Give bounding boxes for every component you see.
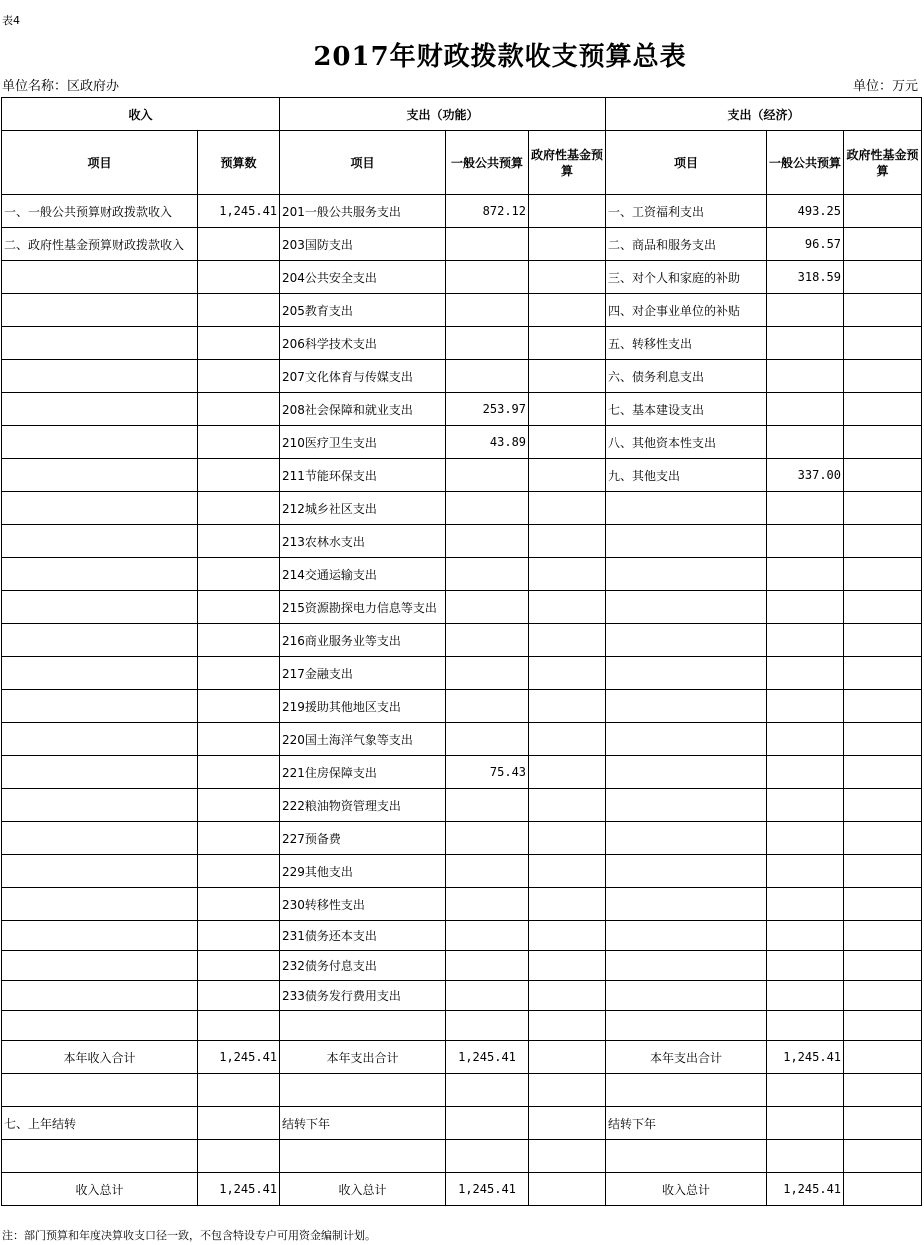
econ-general-cell: 493.25 [767,195,844,228]
income-amount-cell [198,327,280,360]
func-general-cell [446,657,529,690]
econ-general-cell [767,690,844,723]
table-row [2,492,922,525]
func-item-cell: 229其他支出 [280,855,446,888]
func-general-cell [446,789,529,822]
func-item-cell: 204公共安全支出 [280,261,446,294]
econ-item-cell [606,888,767,921]
econ-fund-cell [844,657,922,690]
carry-func-label: 结转下年 [280,1107,446,1140]
func-fund-cell [529,657,606,690]
econ-item-cell [606,822,767,855]
econ-item-cell [606,558,767,591]
econ-fund-cell [844,426,922,459]
table-row [2,393,922,426]
total-func-general: 1,245.41 [446,1041,529,1074]
grand-econ-general: 1,245.41 [767,1173,844,1206]
func-fund-cell [529,558,606,591]
econ-item-cell [606,981,767,1011]
header-row-columns [2,131,922,195]
func-item-cell: 203国防支出 [280,228,446,261]
func-general-cell: 75.43 [446,756,529,789]
func-fund-cell [529,756,606,789]
footnote: 注：部门预算和年度决算收支口径一致，不包含特设专户可用资金编制计划。 [2,1229,376,1242]
total-func-label: 本年支出合计 [280,1041,446,1074]
func-general-cell [446,261,529,294]
econ-general-cell [767,888,844,921]
econ-fund-cell [844,294,922,327]
func-fund-cell [529,393,606,426]
econ-general-cell [767,360,844,393]
func-general-cell [446,492,529,525]
econ-fund-cell [844,459,922,492]
econ-general-cell [767,1011,844,1041]
table-row [2,195,922,228]
income-amount-cell [198,591,280,624]
table-row [2,822,922,855]
income-amount-cell [198,981,280,1011]
income-amount-cell [198,261,280,294]
func-general-cell: 43.89 [446,426,529,459]
table-row [2,459,922,492]
func-general-cell: 253.97 [446,393,529,426]
econ-general-cell [767,492,844,525]
table-row [2,261,922,294]
econ-fund-cell [844,951,922,981]
econ-item-cell [606,624,767,657]
econ-fund-cell [844,327,922,360]
income-amount-cell [198,228,280,261]
income-item-cell [2,822,198,855]
func-item-cell: 208社会保障和就业支出 [280,393,446,426]
table-row [2,1011,922,1041]
income-item-cell [2,624,198,657]
income-item-cell [2,756,198,789]
grand-total-row [2,1173,922,1206]
total-year-row [2,1041,922,1074]
econ-item-cell [606,492,767,525]
econ-general-cell [767,756,844,789]
col-func-item: 项目 [280,131,446,195]
func-item-cell: 216商业服务业等支出 [280,624,446,657]
func-general-cell [446,624,529,657]
econ-fund-cell [844,789,922,822]
func-general-cell [446,294,529,327]
income-item-cell [2,723,198,756]
func-item-cell: 230转移性支出 [280,888,446,921]
income-amount-cell [198,657,280,690]
income-item-cell [2,492,198,525]
econ-fund-cell [844,525,922,558]
econ-fund-cell [844,690,922,723]
table-row [2,723,922,756]
col-econ-item: 项目 [606,131,767,195]
econ-item-cell [606,657,767,690]
econ-general-cell [767,558,844,591]
econ-fund-cell [844,261,922,294]
func-fund-cell [529,624,606,657]
econ-fund-cell [844,228,922,261]
income-item-cell [2,426,198,459]
table-row [2,525,922,558]
func-fund-cell [529,1011,606,1041]
income-item-cell [2,393,198,426]
func-general-cell [446,591,529,624]
income-item-cell [2,951,198,981]
table-row [2,756,922,789]
econ-general-cell [767,657,844,690]
func-item-cell: 211节能环保支出 [280,459,446,492]
income-amount-cell [198,756,280,789]
func-fund-cell [529,195,606,228]
income-amount-cell [198,951,280,981]
econ-item-cell [606,921,767,951]
table-row [2,888,922,921]
table-row [2,657,922,690]
income-amount-cell [198,822,280,855]
col-econ-fund: 政府性基金预算 [844,131,922,195]
income-item-cell [2,459,198,492]
func-fund-cell [529,855,606,888]
econ-fund-cell [844,492,922,525]
income-amount-cell [198,393,280,426]
func-general-cell [446,822,529,855]
income-amount-cell [198,921,280,951]
econ-item-cell: 六、债务利息支出 [606,360,767,393]
econ-general-cell [767,789,844,822]
func-fund-cell [529,327,606,360]
func-item-cell: 221住房保障支出 [280,756,446,789]
func-item-cell: 220国土海洋气象等支出 [280,723,446,756]
econ-item-cell [606,591,767,624]
income-item-cell: 二、政府性基金预算财政拨款收入 [2,228,198,261]
func-fund-cell [529,951,606,981]
econ-fund-cell [844,888,922,921]
func-item-cell: 213农林水支出 [280,525,446,558]
table-row [2,591,922,624]
grand-income-amount: 1,245.41 [198,1173,280,1206]
func-item-cell: 219援助其他地区支出 [280,690,446,723]
econ-general-cell [767,426,844,459]
income-amount-cell [198,459,280,492]
econ-fund-cell [844,1011,922,1041]
table-row [2,690,922,723]
econ-general-cell [767,393,844,426]
table-row [2,426,922,459]
func-item-cell: 205教育支出 [280,294,446,327]
income-item-cell [2,360,198,393]
blank-row [2,1074,922,1107]
unit-name-label: 单位名称：区政府办 [2,79,120,94]
func-fund-cell [529,492,606,525]
income-item-cell [2,591,198,624]
income-amount-cell [198,294,280,327]
budget-table-footer [2,1041,922,1206]
func-fund-cell [529,789,606,822]
table-row [2,294,922,327]
func-general-cell [446,723,529,756]
total-income-label: 本年收入合计 [2,1041,198,1074]
func-item-cell: 207文化体育与传媒支出 [280,360,446,393]
income-amount-cell [198,1011,280,1041]
income-item-cell [2,690,198,723]
total-income-amount: 1,245.41 [198,1041,280,1074]
econ-general-cell [767,981,844,1011]
econ-fund-cell [844,822,922,855]
carry-econ-label: 结转下年 [606,1107,767,1140]
table-row [2,360,922,393]
econ-item-cell: 一、工资福利支出 [606,195,767,228]
econ-general-cell [767,951,844,981]
table-row [2,921,922,951]
econ-fund-cell [844,195,922,228]
income-amount-cell [198,789,280,822]
func-general-cell [446,360,529,393]
header-expense-function: 支出（功能） [280,98,606,131]
func-general-cell [446,888,529,921]
currency-unit-label: 单位：万元 [852,79,918,94]
func-general-cell [446,855,529,888]
econ-item-cell: 五、转移性支出 [606,327,767,360]
func-general-cell [446,327,529,360]
table-row [2,228,922,261]
func-fund-cell [529,591,606,624]
econ-general-cell [767,723,844,756]
econ-general-cell [767,525,844,558]
table-row [2,327,922,360]
func-item-cell: 217金融支出 [280,657,446,690]
income-amount-cell [198,624,280,657]
econ-item-cell: 七、基本建设支出 [606,393,767,426]
func-fund-cell [529,360,606,393]
table-row [2,789,922,822]
income-amount-cell [198,426,280,459]
econ-general-cell [767,294,844,327]
table-row [2,951,922,981]
econ-general-cell [767,624,844,657]
income-item-cell: 一、一般公共预算财政拨款收入 [2,195,198,228]
form-number: 表4 [2,14,20,27]
grand-func-fund [529,1173,606,1206]
func-item-cell: 206科学技术支出 [280,327,446,360]
func-general-cell [446,690,529,723]
econ-item-cell: 四、对企事业单位的补贴 [606,294,767,327]
func-item-cell: 210医疗卫生支出 [280,426,446,459]
func-fund-cell [529,888,606,921]
grand-econ-label: 收入总计 [606,1173,767,1206]
header-expense-economic: 支出（经济） [606,98,922,131]
func-item-cell: 201一般公共服务支出 [280,195,446,228]
econ-fund-cell [844,558,922,591]
econ-fund-cell [844,756,922,789]
income-amount-cell [198,888,280,921]
econ-item-cell [606,690,767,723]
func-item-cell: 231债务还本支出 [280,921,446,951]
table-row [2,855,922,888]
econ-fund-cell [844,624,922,657]
col-func-fund: 政府性基金预算 [529,131,606,195]
total-func-fund [529,1041,606,1074]
func-fund-cell [529,822,606,855]
econ-item-cell [606,855,767,888]
econ-general-cell [767,327,844,360]
econ-fund-cell [844,855,922,888]
func-fund-cell [529,525,606,558]
func-general-cell [446,951,529,981]
func-item-cell: 222粮油物资管理支出 [280,789,446,822]
func-item-cell: 215资源勘探电力信息等支出 [280,591,446,624]
func-item-cell [280,1011,446,1041]
page-title: 2017年财政拨款收支预算总表 [313,42,687,72]
econ-item-cell [606,525,767,558]
func-fund-cell [529,459,606,492]
table-row [2,624,922,657]
col-income-item: 项目 [2,131,198,195]
income-item-cell [2,855,198,888]
econ-general-cell [767,855,844,888]
income-item-cell [2,921,198,951]
income-amount-cell [198,492,280,525]
income-item-cell [2,558,198,591]
econ-general-cell [767,591,844,624]
grand-func-general: 1,245.41 [446,1173,529,1206]
income-item-cell [2,1011,198,1041]
econ-item-cell [606,756,767,789]
carry-income-label: 七、上年结转 [2,1107,198,1140]
income-item-cell [2,294,198,327]
func-fund-cell [529,981,606,1011]
income-amount-cell: 1,245.41 [198,195,280,228]
econ-fund-cell [844,981,922,1011]
econ-item-cell: 九、其他支出 [606,459,767,492]
carry-over-row [2,1107,922,1140]
func-fund-cell [529,261,606,294]
budget-table [1,97,922,1206]
income-amount-cell [198,525,280,558]
table-row [2,558,922,591]
func-fund-cell [529,921,606,951]
func-general-cell [446,1011,529,1041]
func-fund-cell [529,228,606,261]
col-econ-general: 一般公共预算 [767,131,844,195]
func-fund-cell [529,690,606,723]
func-item-cell: 232债务付息支出 [280,951,446,981]
econ-general-cell: 337.00 [767,459,844,492]
econ-item-cell: 八、其他资本性支出 [606,426,767,459]
econ-item-cell [606,1011,767,1041]
econ-fund-cell [844,723,922,756]
total-econ-label: 本年支出合计 [606,1041,767,1074]
func-general-cell [446,228,529,261]
header-row-groups [2,98,922,131]
func-fund-cell [529,294,606,327]
header-income: 收入 [2,98,280,131]
grand-func-label: 收入总计 [280,1173,446,1206]
income-amount-cell [198,723,280,756]
econ-fund-cell [844,360,922,393]
econ-general-cell: 96.57 [767,228,844,261]
income-amount-cell [198,360,280,393]
func-fund-cell [529,426,606,459]
func-general-cell [446,459,529,492]
grand-econ-fund [844,1173,922,1206]
func-general-cell [446,525,529,558]
income-item-cell [2,888,198,921]
col-func-general: 一般公共预算 [446,131,529,195]
econ-item-cell [606,951,767,981]
func-general-cell [446,558,529,591]
col-income-budget: 预算数 [198,131,280,195]
blank-row [2,1140,922,1173]
income-amount-cell [198,558,280,591]
table-row [2,981,922,1011]
budget-table-body [2,98,922,1041]
econ-item-cell [606,789,767,822]
func-item-cell: 227预备费 [280,822,446,855]
econ-general-cell [767,822,844,855]
income-amount-cell [198,855,280,888]
econ-fund-cell [844,393,922,426]
econ-general-cell [767,921,844,951]
income-item-cell [2,981,198,1011]
func-item-cell: 214交通运输支出 [280,558,446,591]
total-econ-fund [844,1041,922,1074]
total-econ-general: 1,245.41 [767,1041,844,1074]
income-item-cell [2,327,198,360]
income-item-cell [2,789,198,822]
func-item-cell: 212城乡社区支出 [280,492,446,525]
income-item-cell [2,657,198,690]
econ-fund-cell [844,591,922,624]
income-item-cell [2,525,198,558]
econ-general-cell: 318.59 [767,261,844,294]
income-item-cell [2,261,198,294]
econ-item-cell: 二、商品和服务支出 [606,228,767,261]
func-item-cell: 233债务发行费用支出 [280,981,446,1011]
econ-item-cell: 三、对个人和家庭的补助 [606,261,767,294]
econ-item-cell [606,723,767,756]
func-fund-cell [529,723,606,756]
econ-fund-cell [844,921,922,951]
grand-income-label: 收入总计 [2,1173,198,1206]
func-general-cell: 872.12 [446,195,529,228]
func-general-cell [446,921,529,951]
func-general-cell [446,981,529,1011]
income-amount-cell [198,690,280,723]
